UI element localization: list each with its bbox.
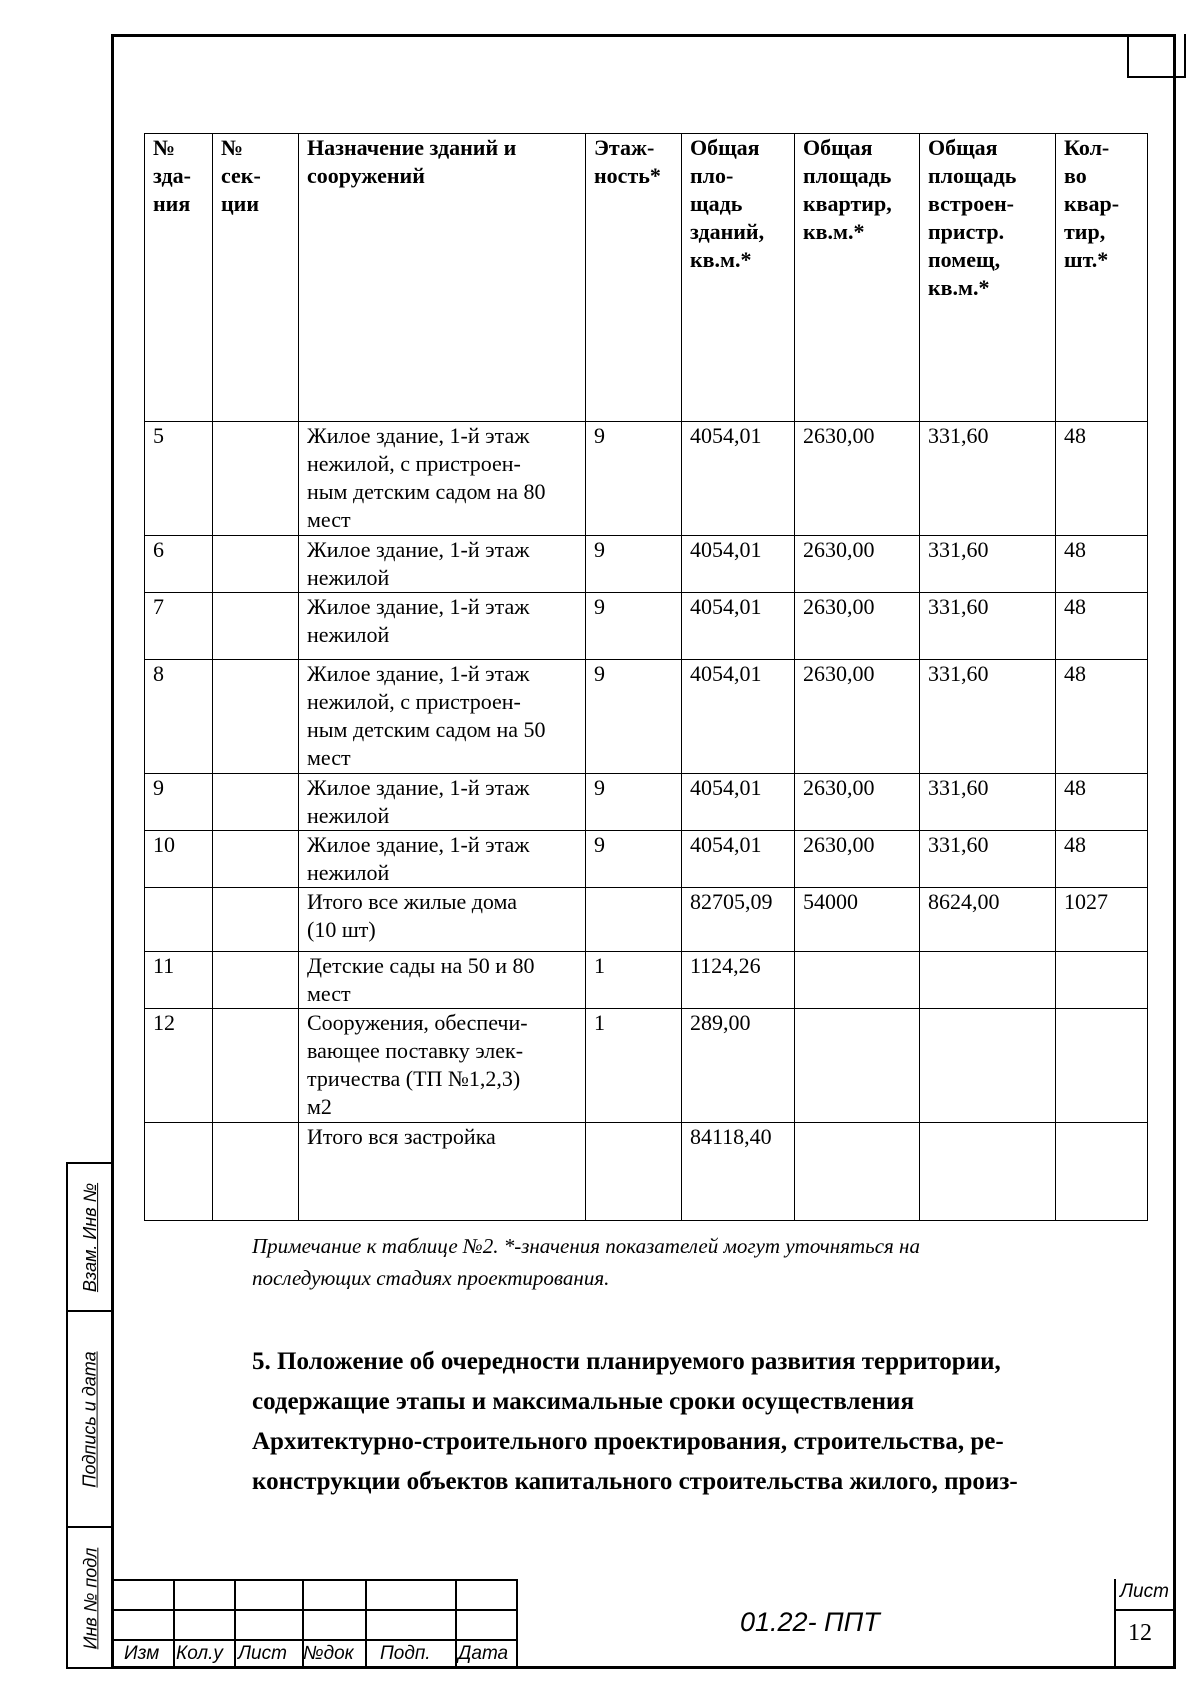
header-apartment-area: Общая площадь квартир, кв.м.*	[795, 134, 920, 422]
table-row-total	[145, 1123, 1148, 1221]
cell	[795, 1009, 920, 1123]
header-apartment-count: Кол- во квар- тир, шт.*	[1056, 134, 1148, 422]
cell	[1056, 1123, 1148, 1221]
table-row	[145, 593, 1148, 660]
cell: 5	[145, 422, 213, 536]
stamp-data: Дата	[458, 1643, 509, 1664]
cell: 48	[1056, 660, 1148, 774]
table-row	[145, 831, 1148, 888]
stamp-ndok: №док	[303, 1643, 354, 1664]
cell	[795, 952, 920, 1009]
sidebar-label-original: Инв № подл	[80, 1547, 101, 1650]
cell: 2630,00	[795, 593, 920, 660]
cell: 289,00	[682, 1009, 795, 1123]
cell: 4054,01	[682, 660, 795, 774]
cell: 2630,00	[795, 660, 920, 774]
cell: Жилое здание, 1-й этаж нежилой, с пристроен- ным детским садом на 50 мест	[299, 660, 586, 774]
cell: 48	[1056, 422, 1148, 536]
cell: Жилое здание, 1-й этаж нежилой	[299, 593, 586, 660]
cell: Жилое здание, 1-й этаж нежилой	[299, 774, 586, 831]
cell	[213, 593, 299, 660]
cell: 7	[145, 593, 213, 660]
cell	[213, 1123, 299, 1221]
section-heading: 5. Положение об очередности планируемого развития территории, содержащие этапы и максимальные сроки осуществления Архитектурно-строительного проектирования, строительства, ре- конструкции объектов капитального строительства жилого, произ-	[252, 1348, 1018, 1495]
stamp-podp: Подп.	[380, 1643, 431, 1664]
cell: 82705,09	[682, 888, 795, 952]
corner-box	[1127, 34, 1186, 78]
cell	[213, 1009, 299, 1123]
side-stamp	[66, 1162, 111, 1669]
cell: 1027	[1056, 888, 1148, 952]
table-row	[145, 536, 1148, 593]
table-row	[145, 422, 1148, 536]
cell: 9	[586, 774, 682, 831]
cell: 9	[586, 422, 682, 536]
cell: Итого все жилые дома (10 шт)	[299, 888, 586, 952]
stamp-kolu: Кол.у	[176, 1643, 223, 1664]
cell: 48	[1056, 593, 1148, 660]
header-floors: Этаж- ность*	[586, 134, 682, 422]
table-row-subtotal	[145, 888, 1148, 952]
cell: Сооружения, обеспечи- вающее поставку элек- тричества (ТП №1,2,3) м2	[299, 1009, 586, 1123]
table-row	[145, 1009, 1148, 1123]
cell	[145, 888, 213, 952]
cell: 6	[145, 536, 213, 593]
sidebar-label-signature: Подпись и дата	[80, 1350, 101, 1488]
cell: Детские сады на 50 и 80 мест	[299, 952, 586, 1009]
cell: 1	[586, 1009, 682, 1123]
cell	[213, 952, 299, 1009]
header-total-area: Общая пло- щадь зданий, кв.м.*	[682, 134, 795, 422]
cell	[145, 1123, 213, 1221]
sheet-label: Лист	[1120, 1581, 1169, 1602]
cell: 12	[145, 1009, 213, 1123]
cell: 4054,01	[682, 422, 795, 536]
cell	[920, 952, 1056, 1009]
cell	[1056, 1009, 1148, 1123]
cell: 4054,01	[682, 831, 795, 888]
cell: 331,60	[920, 774, 1056, 831]
cell: 331,60	[920, 422, 1056, 536]
cell	[213, 422, 299, 536]
cell: 9	[586, 660, 682, 774]
cell: 1	[586, 952, 682, 1009]
cell: 331,60	[920, 831, 1056, 888]
cell	[1056, 952, 1148, 1009]
header-purpose: Назначение зданий и сооружений	[299, 134, 586, 422]
cell	[920, 1009, 1056, 1123]
cell	[213, 660, 299, 774]
header-building-no: № зда- ния	[145, 134, 213, 422]
cell: 84118,40	[682, 1123, 795, 1221]
cell: 54000	[795, 888, 920, 952]
cell: 8624,00	[920, 888, 1056, 952]
buildings-table	[144, 133, 1148, 1221]
sidebar-label-replace: Взам. Инв №	[80, 1182, 101, 1292]
cell: 48	[1056, 831, 1148, 888]
cell: 9	[586, 831, 682, 888]
cell: 10	[145, 831, 213, 888]
stamp-list: Лист	[238, 1643, 287, 1664]
cell: 4054,01	[682, 536, 795, 593]
table-row	[145, 774, 1148, 831]
table-row	[145, 660, 1148, 774]
cell	[920, 1123, 1056, 1221]
cell: 11	[145, 952, 213, 1009]
cell	[213, 536, 299, 593]
cell	[795, 1123, 920, 1221]
cell: 48	[1056, 536, 1148, 593]
cell	[213, 888, 299, 952]
cell	[586, 888, 682, 952]
cell: 2630,00	[795, 536, 920, 593]
cell: 331,60	[920, 660, 1056, 774]
stamp-izm: Изм	[124, 1643, 160, 1664]
cell: 2630,00	[795, 774, 920, 831]
cell: 331,60	[920, 536, 1056, 593]
table-header-row	[145, 134, 1148, 422]
header-builtin-area: Общая площадь встроен- пристр. помещ, кв.м.*	[920, 134, 1056, 422]
cell: Жилое здание, 1-й этаж нежилой	[299, 831, 586, 888]
table-note: Примечание к таблице №2. *-значения показателей могут уточняться на последующих стадиях проектирования.	[252, 1234, 920, 1290]
cell: 9	[586, 593, 682, 660]
cell	[586, 1123, 682, 1221]
cell: Жилое здание, 1-й этаж нежилой	[299, 536, 586, 593]
cell: Итого вся застройка	[299, 1123, 586, 1221]
cell: 331,60	[920, 593, 1056, 660]
cell: 4054,01	[682, 593, 795, 660]
cell	[213, 774, 299, 831]
cell: 9	[586, 536, 682, 593]
cell: 48	[1056, 774, 1148, 831]
cell: Жилое здание, 1-й этаж нежилой, с пристроен- ным детским садом на 80 мест	[299, 422, 586, 536]
header-section-no: № сек- ции	[213, 134, 299, 422]
sheet-number: 12	[1128, 1620, 1152, 1646]
table-row	[145, 952, 1148, 1009]
cell: 2630,00	[795, 831, 920, 888]
cell: 8	[145, 660, 213, 774]
cell: 9	[145, 774, 213, 831]
document-code: 01.22- ППТ	[740, 1607, 880, 1637]
cell	[213, 831, 299, 888]
cell: 4054,01	[682, 774, 795, 831]
cell: 1124,26	[682, 952, 795, 1009]
cell: 2630,00	[795, 422, 920, 536]
